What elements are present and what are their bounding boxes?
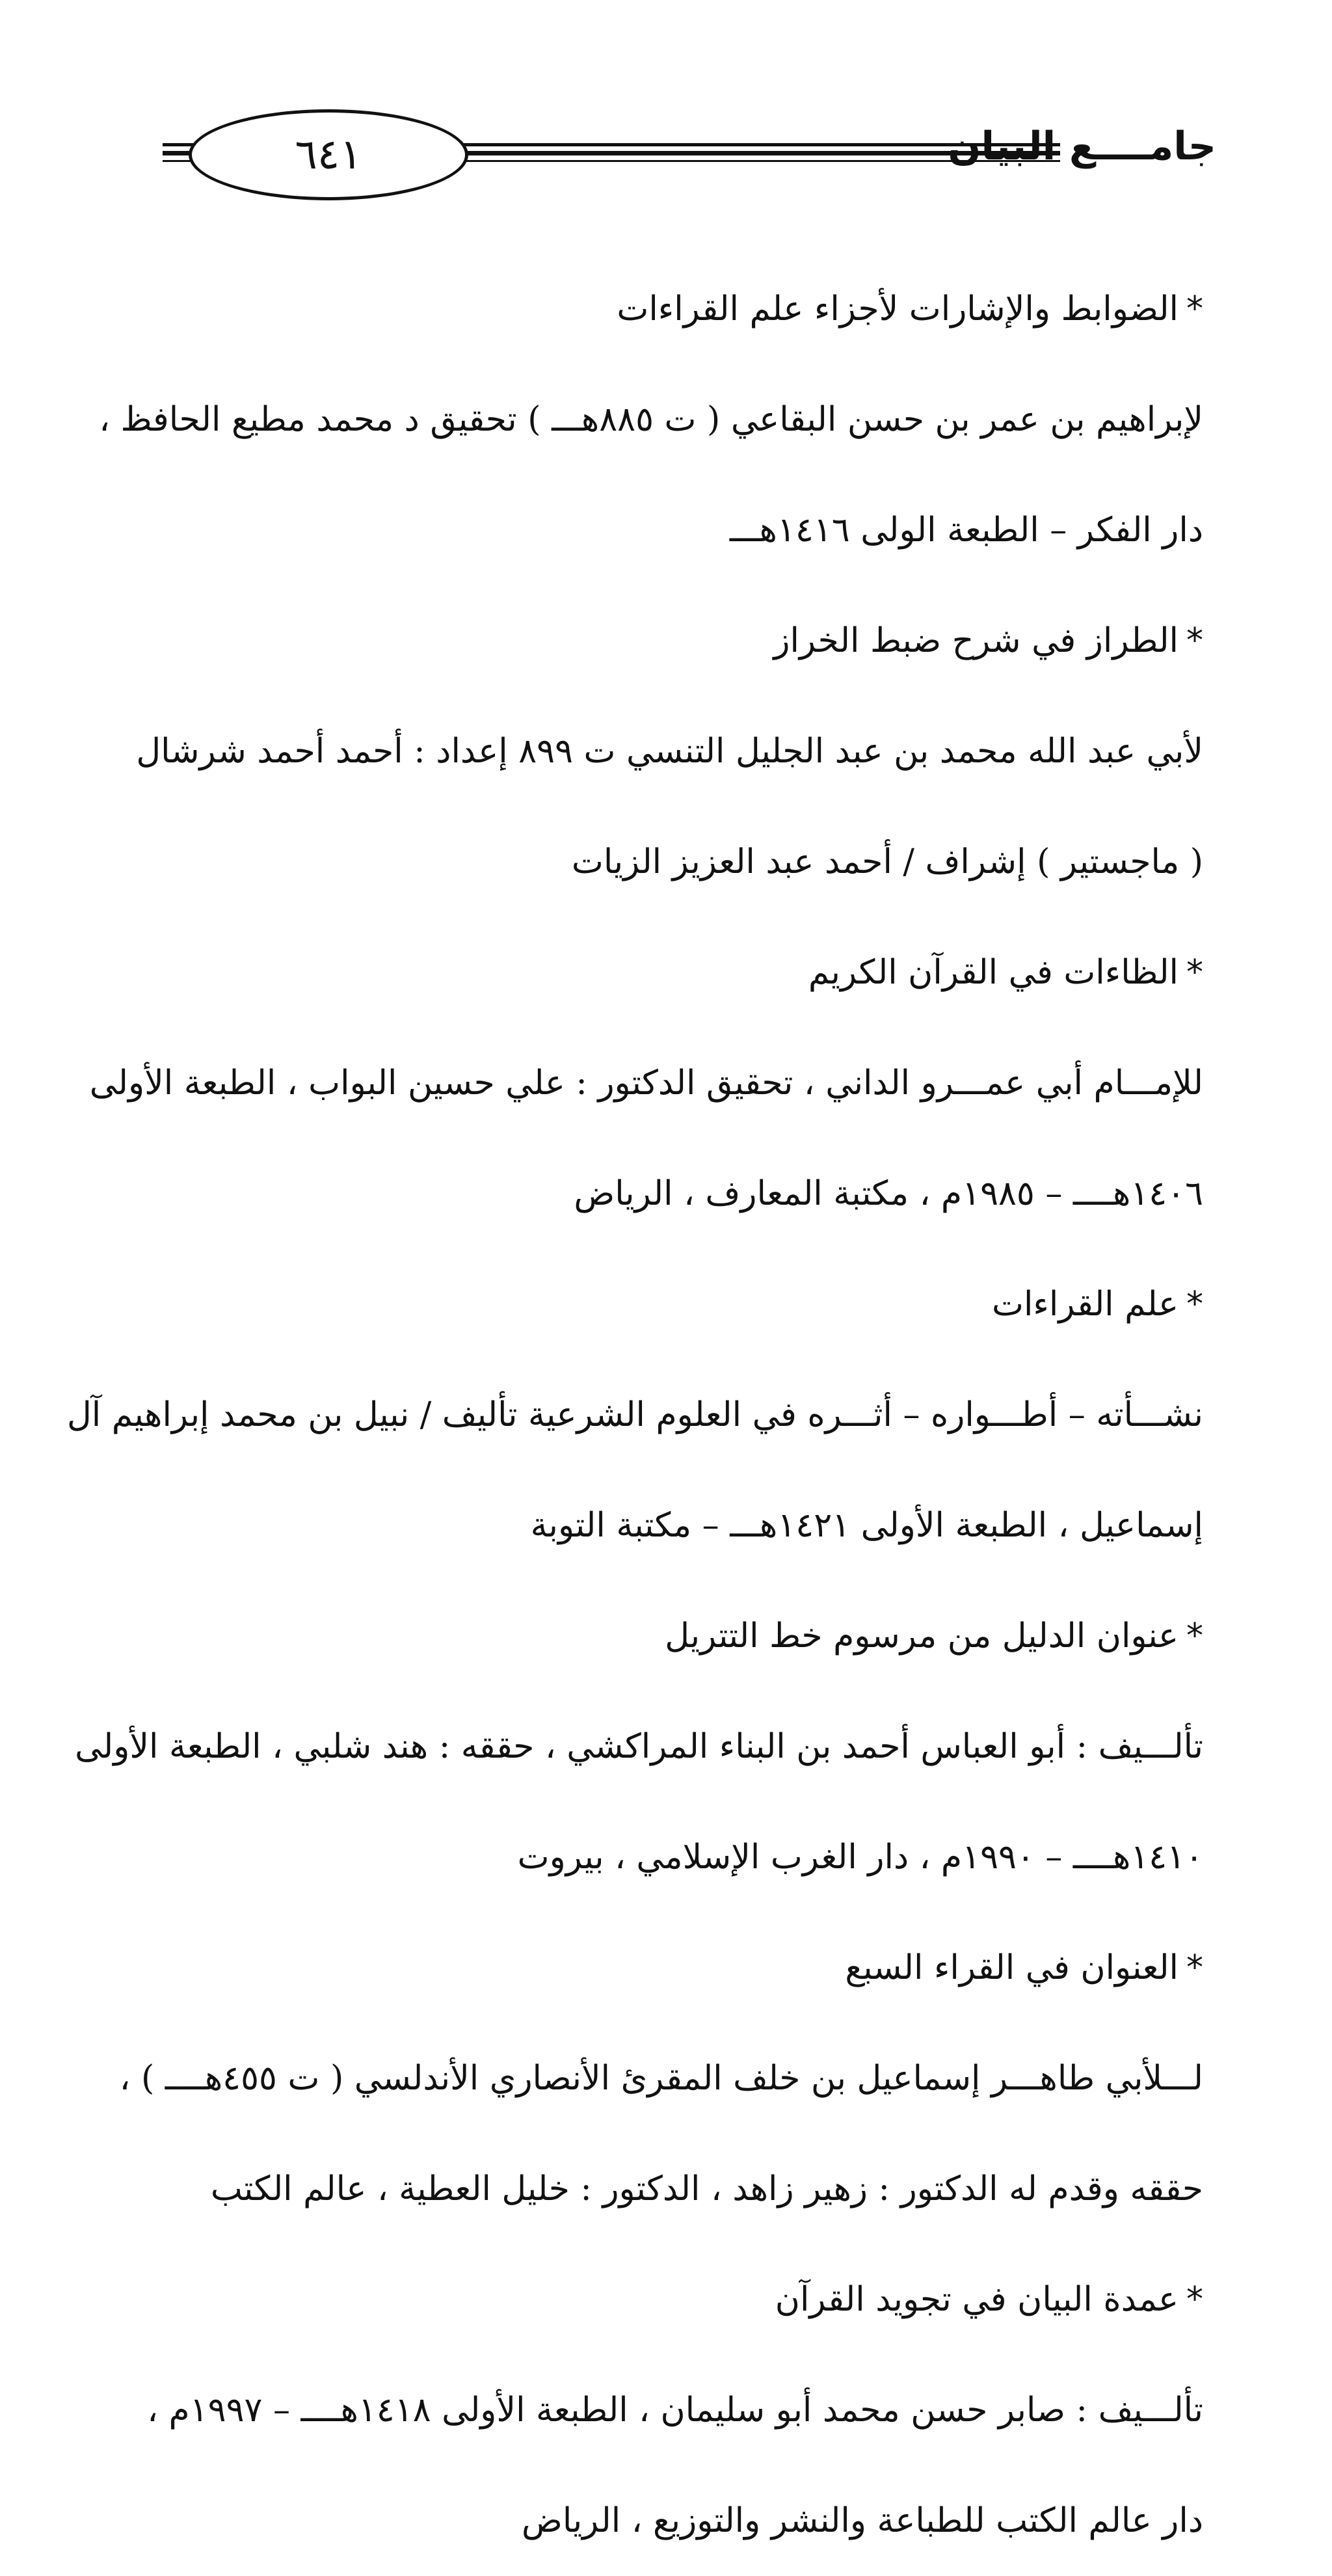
entry-title-text: الطراز في شرح ضبط الخراز xyxy=(773,621,1179,660)
entry-detail-line: إسماعيل ، الطبعة الأولى ١٤٢١هـــ – مكتبة التوبة xyxy=(530,1506,1203,1545)
bullet-asterisk: * xyxy=(1186,621,1203,660)
entry-detail-line: حققه وقدم له الدكتور : زهير زاهد ، الدكتور : خليل العطية ، عالم الكتب xyxy=(210,2169,1203,2208)
bibliography-entry xyxy=(119,1912,1203,2244)
bibliography-list xyxy=(66,254,1203,2576)
entry-title-text: علم القراءات xyxy=(992,1285,1179,1324)
bullet-asterisk: * xyxy=(1186,953,1203,992)
entry-title xyxy=(169,2244,1203,2355)
entry-detail-line: ١٤١٠هــــ – ١٩٩٠م ، دار الغرب الإسلامي ، بيروت xyxy=(517,1838,1203,1877)
bullet-asterisk: * xyxy=(1186,2280,1203,2319)
entry-title xyxy=(169,1581,1203,1691)
entry-detail-line: دار عالم الكتب للطباعة والنشر والتوزيع ، الرياض xyxy=(522,2501,1203,2540)
bibliography-entry xyxy=(147,2244,1203,2576)
entry-title xyxy=(169,254,1203,364)
entry-title-text: عمدة البيان في تجويد القرآن xyxy=(775,2280,1179,2319)
entry-detail-line: ١٤٠٦هــــ – ١٩٨٥م ، مكتبة المعارف ، الرياض xyxy=(574,1174,1203,1213)
bullet-asterisk: * xyxy=(1186,1285,1203,1324)
entry-detail-line: للإمـــام أبي عمـــرو الداني ، تحقيق الدكتور : علي حسين البواب ، الطبعة الأولى xyxy=(89,1064,1203,1103)
bullet-asterisk: * xyxy=(1186,289,1203,329)
bibliography-entry xyxy=(66,1249,1203,1581)
running-title: جامــــع البيان xyxy=(948,124,1216,169)
entry-title xyxy=(169,917,1203,1028)
page-header xyxy=(163,98,1216,208)
entry-title xyxy=(169,1912,1203,2023)
entry-title-text: الظاءات في القرآن الكريم xyxy=(808,953,1179,992)
entry-title-text: الضوابط والإشارات لأجزاء علم القراءات xyxy=(617,289,1179,329)
entry-detail-line: لأبي عبد الله محمد بن عبد الجليل التنسي ت ٨٩٩ إعداد : أحمد أحمد شرشال xyxy=(136,732,1203,771)
page-number: ٦٤١ xyxy=(189,109,468,200)
bullet-asterisk: * xyxy=(1186,1617,1203,1656)
bibliography-entry xyxy=(99,254,1203,585)
entry-detail-line: ( ماجستير ) إشراف / أحمد عبد العزيز الزيات xyxy=(571,842,1203,881)
bibliography-entry xyxy=(75,1581,1203,1912)
entry-title-text: عنوان الدليل من مرسوم خط التتريل xyxy=(665,1617,1179,1656)
entry-detail-line: دار الفكر – الطبعة الولى ١٤١٦هـــ xyxy=(729,511,1203,550)
entry-title xyxy=(169,1249,1203,1360)
bibliography-entry xyxy=(89,917,1203,1249)
entry-detail-line: تألـــيف : أبو العباس أحمد بن البناء المراكشي ، حققه : هند شلبي ، الطبعة الأولى xyxy=(75,1727,1203,1766)
bullet-asterisk: * xyxy=(1186,1948,1203,1987)
entry-title-text: العنوان في القراء السبع xyxy=(845,1948,1179,1987)
entry-title xyxy=(169,585,1203,696)
entry-detail-line: لـــلأبي طاهـــر إسماعيل بن خلف المقرئ الأنصاري الأندلسي ( ت ٤٥٥هــــ ) ، xyxy=(119,2059,1203,2098)
entry-detail-line: تألـــيف : صابر حسن محمد أبو سليمان ، الطبعة الأولى ١٤١٨هــــ – ١٩٩٧م ، xyxy=(147,2391,1203,2430)
bibliography-entry xyxy=(136,585,1203,917)
entry-detail-line: لإبراهيم بن عمر بن حسن البقاعي ( ت ٨٨٥هـــ ) تحقيق د محمد مطيع الحافظ ، xyxy=(99,400,1203,439)
entry-detail-line: نشـــأته – أطـــواره – أثـــره في العلوم الشرعية تأليف / نبيل بن محمد إبراهيم آل xyxy=(66,1395,1203,1434)
